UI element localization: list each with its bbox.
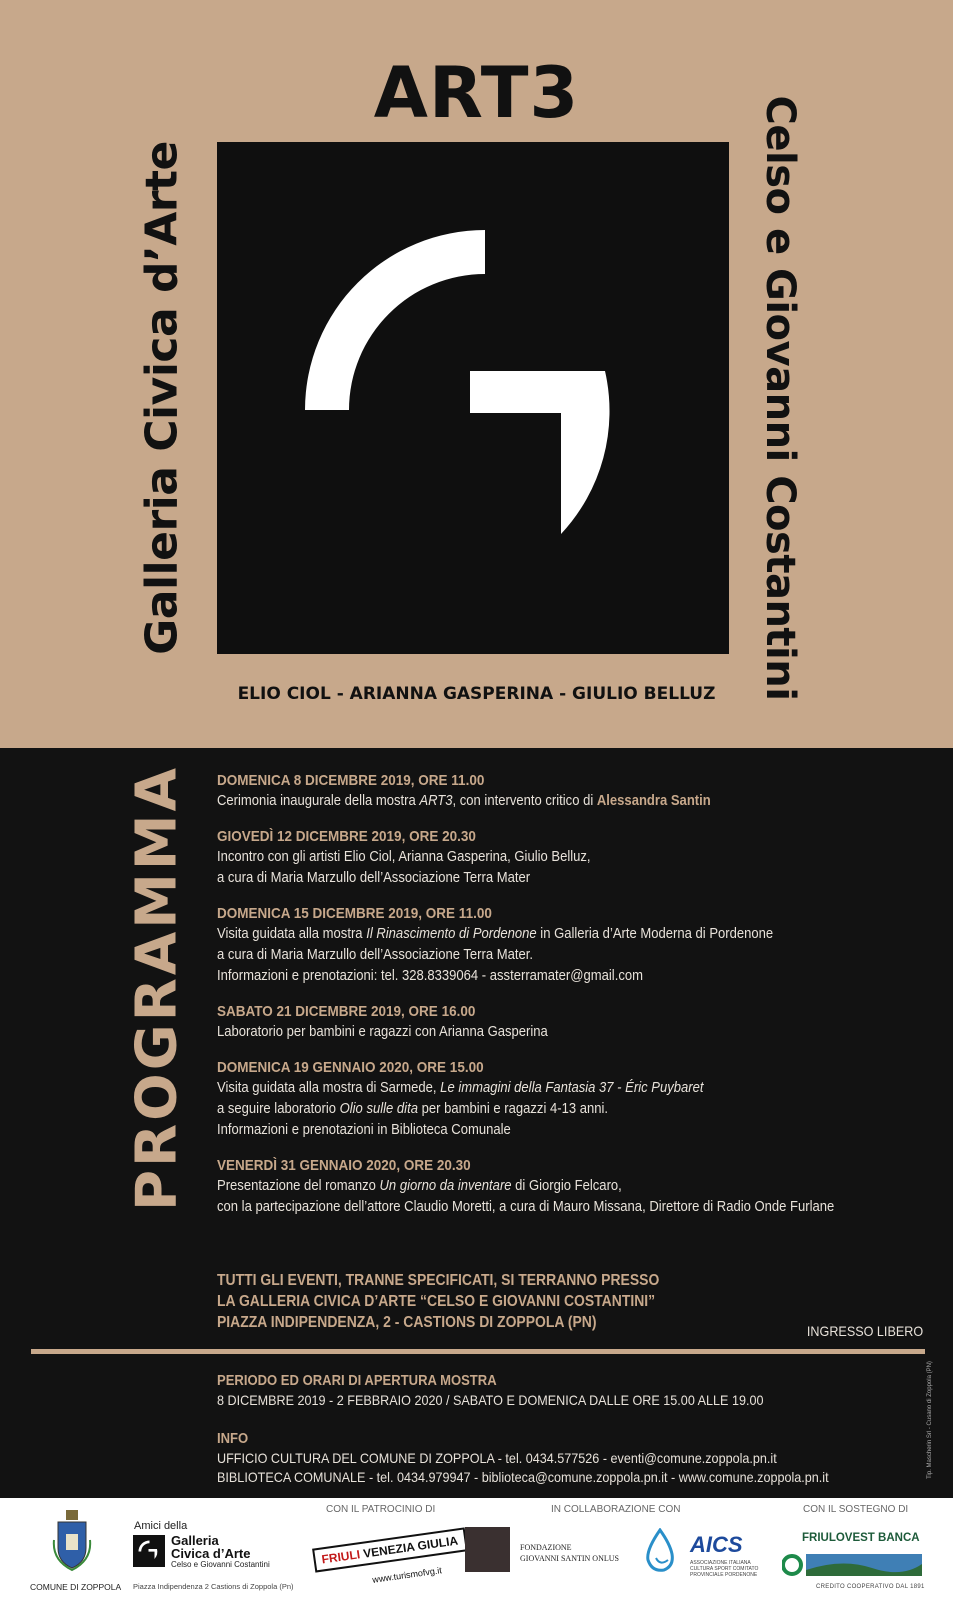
event-date: SABATO 21 DICEMBRE 2019, ORE 16.00 [217, 1003, 476, 1020]
friulovest-subtitle: CREDITO COOPERATIVO DAL 1891 [816, 1584, 925, 1590]
g-logo [217, 142, 729, 654]
friulovest-emblem-icon [782, 1550, 922, 1580]
gallery-name: Galleria Civica d’Arte [136, 141, 188, 655]
event-item [217, 1155, 917, 1218]
event-date: GIOVEDÌ 12 DICEMBRE 2019, ORE 20.30 [217, 828, 476, 845]
event-description [217, 924, 847, 945]
event-text-pre: Informazioni e prenotazioni in Biblioteca Comunale [217, 1122, 511, 1138]
info-line: UFFICIO CULTURA DEL COMUNE DI ZOPPOLA - tel. 0434.577526 - eventi@comune.zoppola.pn.it [217, 1450, 777, 1466]
event-description [217, 1120, 847, 1141]
event-description [217, 1078, 847, 1099]
event-text-pre: a cura di Maria Marzullo dell’Associazione Terra Mater [217, 870, 531, 886]
fvg-logo-a: FRIULI [320, 1547, 361, 1567]
event-item [217, 826, 917, 889]
amici-name [171, 1534, 250, 1560]
amici-name-line: Galleria [171, 1533, 219, 1548]
event-text-pre: Visita guidata alla mostra [217, 926, 367, 942]
printer-note: Tip. Mascherin Srl - Cusano di Zoppola (PN) [927, 1361, 933, 1479]
free-entry: INGRESSO LIBERO [806, 1323, 923, 1339]
aics-subtitle: ASSOCIAZIONE ITALIANA CULTURA SPORT COMITATO PROVINCIALE PORDENONE [690, 1560, 759, 1578]
event-item [217, 1001, 917, 1043]
comune-crest-icon [52, 1510, 92, 1572]
event-description [217, 847, 847, 868]
event-description [217, 868, 847, 889]
period-text: 8 DICEMBRE 2019 - 2 FEBBRAIO 2020 / SABATO E DOMENICA DALLE ORE 15.00 ALLE 19.00 [217, 1392, 764, 1408]
g-mini-icon [133, 1535, 165, 1567]
santin-logo-icon [465, 1527, 510, 1572]
event-item [217, 903, 917, 987]
info-label: INFO [217, 1431, 249, 1447]
event-text-post: di Giorgio Felcaro, [511, 1178, 622, 1194]
event-description [217, 1176, 847, 1197]
event-text-pre: Incontro con gli artisti Elio Ciol, Arianna Gasperina, Giulio Belluz, [217, 849, 591, 865]
amici-label: Amici della [134, 1520, 188, 1532]
venue-line: PIAZZA INDIPENDENZA, 2 - CASTIONS DI ZOPPOLA (PN) [217, 1314, 597, 1331]
venue-line: LA GALLERIA CIVICA D’ARTE “CELSO E GIOVANNI COSTANTINI” [217, 1293, 656, 1310]
event-description [217, 1022, 847, 1043]
period-label: PERIODO ED ORARI DI APERTURA MOSTRA [217, 1373, 497, 1389]
event-text-pre: Cerimonia inaugurale della mostra [217, 793, 420, 809]
event-text-em: Il Rinascimento di Pordenone [366, 926, 537, 942]
event-text-pre: Laboratorio per bambini e ragazzi con Arianna Gasperina [217, 1024, 548, 1040]
event-text-b: Alessandra Santin [596, 793, 711, 809]
event-text-post: , con intervento critico di [452, 793, 597, 809]
collaborazione-caption: IN COLLABORAZIONE CON [551, 1504, 681, 1515]
turismo-url: www.turismofvg.it [371, 1565, 443, 1585]
exhibition-title: ART3 [373, 52, 580, 134]
event-text-pre: Presentazione del romanzo [217, 1178, 380, 1194]
water-drop-icon [642, 1528, 678, 1574]
event-text-pre: Visita guidata alla mostra di Sarmede, [217, 1080, 441, 1096]
event-text-pre: Informazioni e prenotazioni: tel. 328.8339064 - assterramater@gmail.com [217, 968, 643, 984]
event-text-pre: a cura di Maria Marzullo dell’Associazione Terra Mater. [217, 947, 533, 963]
event-description [217, 791, 847, 812]
event-description [217, 1197, 847, 1218]
opening-period [217, 1372, 824, 1410]
event-text-em: ART3 [419, 793, 453, 809]
gallery-dedication: Celso e Giovanni Costantini [757, 95, 803, 701]
event-text-em: Olio sulle dita [339, 1101, 418, 1117]
friulovest-logo: FRIULOVEST BANCA [802, 1532, 920, 1544]
g-logo-icon [217, 142, 729, 654]
fvg-logo-b: VENEZIA GIULIA [358, 1533, 459, 1562]
event-item [217, 770, 917, 812]
event-text-post: per bambini e ragazzi 4-13 anni. [417, 1101, 609, 1117]
event-date: DOMENICA 19 GENNAIO 2020, ORE 15.00 [217, 1059, 484, 1076]
comune-label: COMUNE DI ZOPPOLA [30, 1582, 122, 1592]
event-date: DOMENICA 15 DICEMBRE 2019, ORE 11.00 [217, 905, 492, 922]
event-text-em: Le immagini della Fantasia 37 - Éric Puybaret [440, 1080, 704, 1096]
patrocinio-caption: CON IL PATROCINIO DI [326, 1504, 436, 1515]
event-description [217, 966, 847, 987]
event-description [217, 1099, 847, 1120]
event-text-em: Un giorno da inventare [379, 1178, 512, 1194]
artists-list: ELIO CIOL - ARIANNA GASPERINA - GIULIO BELLUZ [237, 684, 716, 704]
info-line: BIBLIOTECA COMUNALE - tel. 0434.979947 - biblioteca@comune.zoppola.pn.it - www.comune.zoppola.pn.it [217, 1469, 829, 1485]
divider [31, 1349, 925, 1354]
amici-address: Piazza Indipendenza 2 Castions di Zoppola (Pn) [133, 1582, 294, 1591]
amici-subtitle: Celso e Giovanni Costantini [171, 1560, 270, 1569]
amici-name-line: Civica d’Arte [171, 1546, 251, 1561]
events-list [217, 770, 917, 1232]
santin-name [520, 1542, 619, 1564]
poster-header [0, 0, 953, 748]
event-description [217, 945, 847, 966]
sponsors-footer [0, 1498, 953, 1600]
santin-line: FONDAZIONE [520, 1543, 572, 1552]
event-text-post: in Galleria d’Arte Moderna di Pordenone [536, 926, 774, 942]
programma-heading: PROGRAMMA [124, 765, 190, 1211]
event-date: DOMENICA 8 DICEMBRE 2019, ORE 11.00 [217, 772, 485, 789]
event-item [217, 1057, 917, 1141]
venue-note [217, 1270, 708, 1333]
sostegno-caption: CON IL SOSTEGNO DI [803, 1504, 909, 1515]
fvg-logo [312, 1527, 467, 1572]
event-text-pre: con la partecipazione dell’attore Claudio Moretti, a cura di Mauro Missana, Direttore di Radio Onde Furlane [217, 1199, 835, 1215]
santin-line: GIOVANNI SANTIN ONLUS [520, 1554, 619, 1563]
aics-logo: AICS [690, 1532, 743, 1557]
venue-line: TUTTI GLI EVENTI, TRANNE SPECIFICATI, SI TERRANNO PRESSO [217, 1272, 660, 1289]
event-date: VENERDÌ 31 GENNAIO 2020, ORE 20.30 [217, 1157, 471, 1174]
info-block [217, 1430, 897, 1487]
event-text-pre: a seguire laboratorio [217, 1101, 340, 1117]
